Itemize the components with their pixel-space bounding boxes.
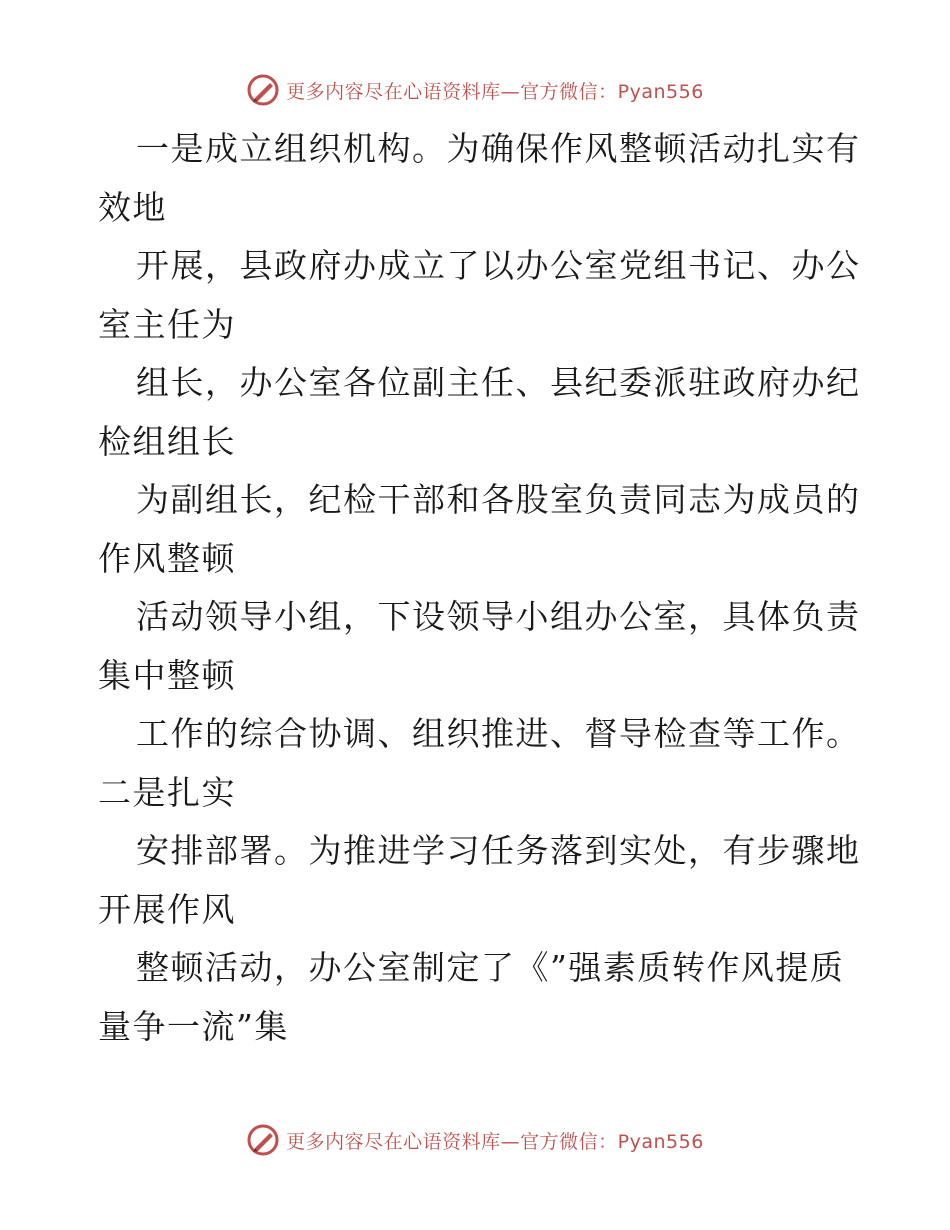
document-body <box>98 120 861 1056</box>
body-line: 安排部署。为推进学习任务落到实处，有步骤地 <box>136 831 861 870</box>
watermark-label: 更多内容尽在心语资料库—官方微信： <box>286 1130 618 1153</box>
body-line: 开展作风 <box>98 889 236 929</box>
body-line: 量争一流”集 <box>98 1006 289 1046</box>
body-line: 检组组长 <box>98 421 236 461</box>
body-line: 工作的综合协调、组织推进、督导检查等工作。 <box>136 714 861 753</box>
footer-watermark <box>0 1120 950 1160</box>
body-line: 为副组长，纪检干部和各股室负责同志为成员的 <box>136 480 861 519</box>
watermark-wechat-id: Pyan556 <box>617 80 704 103</box>
pen-seal-icon <box>246 73 280 107</box>
body-line: 活动领导小组，下设领导小组办公室，具体负责 <box>136 597 861 636</box>
header-watermark <box>0 70 950 110</box>
watermark-label: 更多内容尽在心语资料库—官方微信： <box>286 80 618 103</box>
watermark-wechat-id: Pyan556 <box>617 1130 704 1153</box>
body-line: 一是成立组织机构。为确保作风整顿活动扎实有 <box>136 129 861 168</box>
body-line: 开展，县政府办成立了以办公室党组书记、办公 <box>136 246 861 285</box>
pen-seal-icon <box>246 1123 280 1157</box>
body-line: 集中整顿 <box>98 655 236 695</box>
watermark-text <box>286 1127 704 1154</box>
body-line: 作风整顿 <box>98 538 236 578</box>
body-line: 二是扎实 <box>98 772 236 812</box>
body-line: 组长，办公室各位副主任、县纪委派驻政府办纪 <box>136 363 861 402</box>
body-line: 效地 <box>98 187 167 227</box>
body-line: 室主任为 <box>98 304 236 344</box>
watermark-text <box>286 77 704 104</box>
body-line: 整顿活动，办公室制定了《”强素质转作风提质 <box>136 948 845 987</box>
